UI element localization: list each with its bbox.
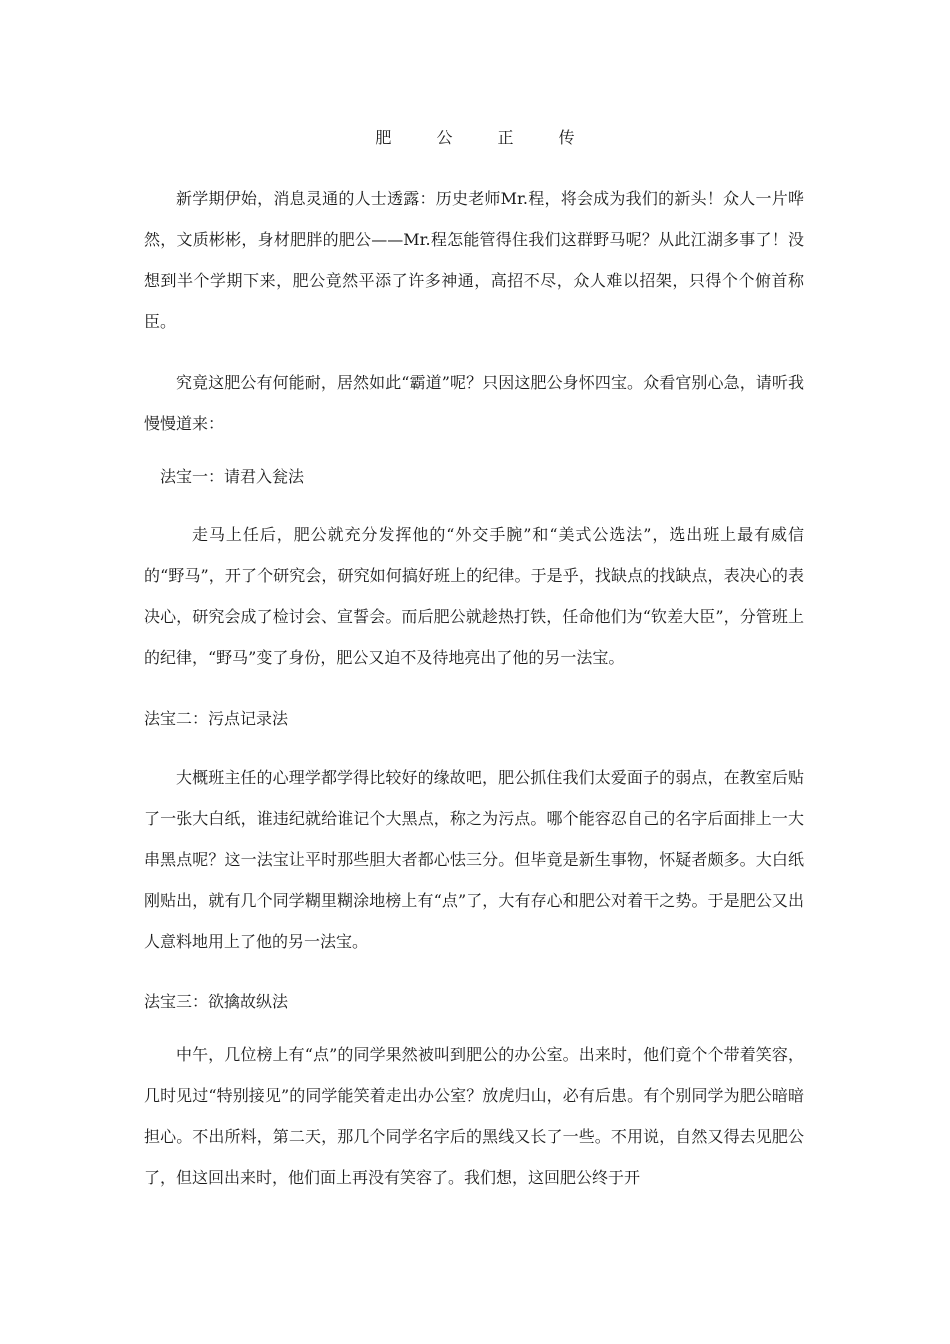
paragraph-four-treasures: 究竟这肥公有何能耐，居然如此“霸道”呢？只因这肥公身怀四宝。众看官别心急，请听我慢慢道来： [144,373,804,433]
heading-treasure-two: 法宝二：污点记录法 [144,709,289,728]
paragraph-intro: 新学期伊始，消息灵通的人士透露：历史老师Mr.程，将会成为我们的新头！众人一片哗然，文质彬彬，身材肥胖的肥公——Mr.程怎能管得住我们这群野马呢？从此江湖多事了！没想到半个学期下来，肥公竟然平添了许多神通，高招不尽，众人难以招架，只得个个俯首称臣。 [144,189,804,331]
paragraph-treasure-three: 中午，几位榜上有“点”的同学果然被叫到肥公的办公室。出来时，他们竟个个带着笑容，几时见过“特别接见”的同学能笑着走出办公室？放虎归山，必有后患。有个别同学为肥公暗暗担心。不出所料，第二天，那几个同学名字后的黑线又长了一些。不用说，自然又得去见肥公了，但这回出来时，他们面上再没有笑容了。我们想，这回肥公终于开 [144,1045,804,1187]
paragraph-treasure-two: 大概班主任的心理学都学得比较好的缘故吧，肥公抓住我们太爱面子的弱点，在教室后贴了一张大白纸，谁违纪就给谁记个大黑点，称之为污点。哪个能容忍自己的名字后面排上一大串黑点呢？这一法宝让平时那些胆大者都心怯三分。但毕竟是新生事物，怀疑者颇多。大白纸刚贴出，就有几个同学糊里糊涂地榜上有“点”了，大有存心和肥公对着干之势。于是肥公又出人意料地用上了他的另一法宝。 [144,768,804,951]
paragraph-treasure-one: 走马上任后，肥公就充分发挥他的“外交手腕”和“美式公选法”，选出班上最有威信的“野马”，开了个研究会，研究如何搞好班上的纪律。于是乎，找缺点的找缺点，表决心的表决心，研究会成了检讨会、宣誓会。而后肥公就趁热打铁，任命他们为“钦差大臣”，分管班上的纪律，“野马”变了身份，肥公又迫不及待地亮出了他的另一法宝。 [144,525,804,667]
heading-treasure-three: 法宝三：欲擒故纵法 [144,992,289,1011]
document-title: 肥 公 正 传 [375,128,595,147]
heading-treasure-one: 法宝一：请君入瓮法 [160,467,305,486]
